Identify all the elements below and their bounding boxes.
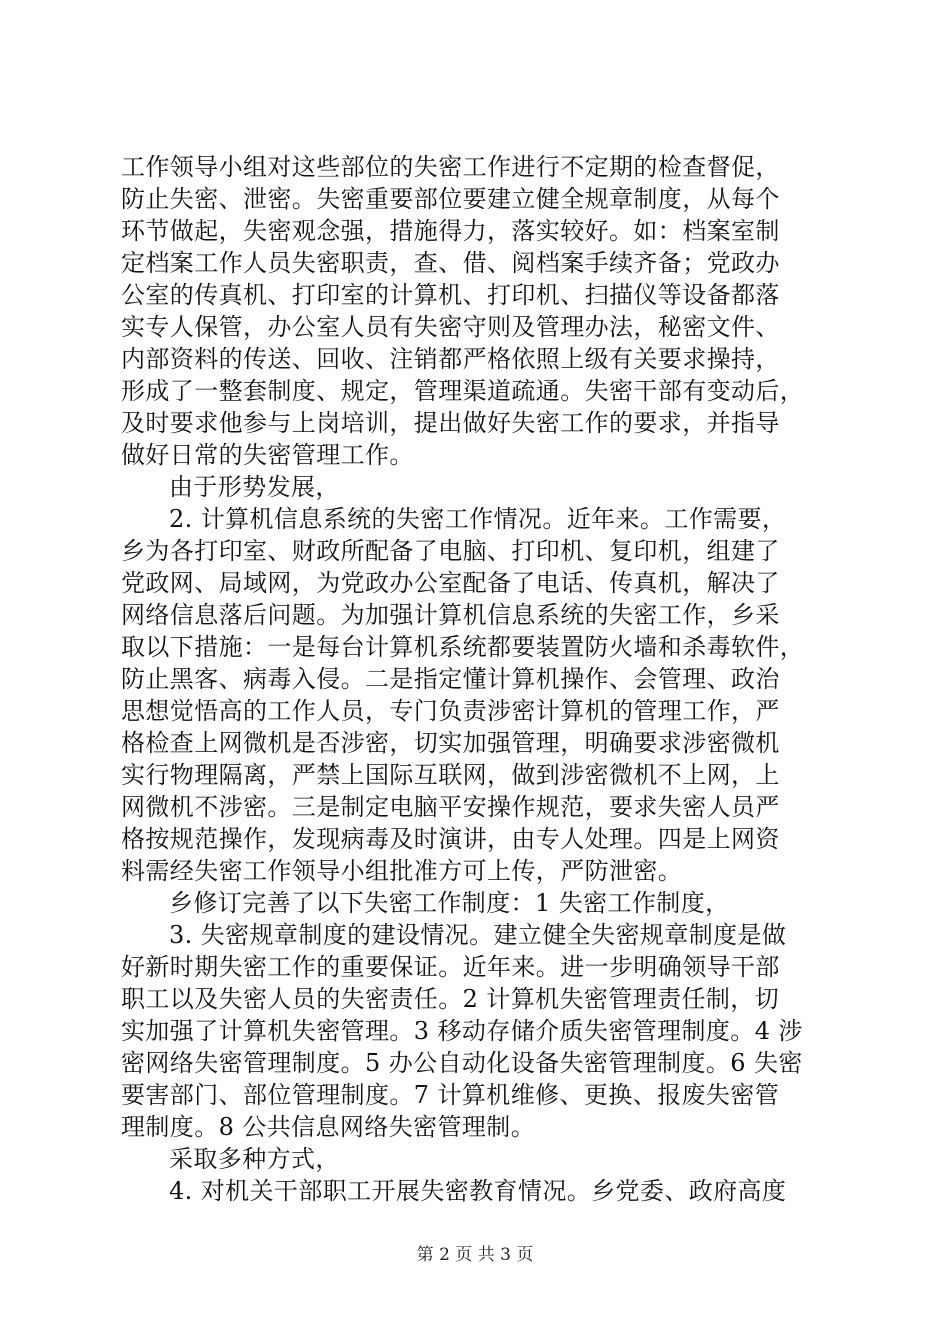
text-line: 要害部门、部位管理制度。7 计算机维修、更换、报废失密管	[121, 1081, 780, 1109]
text-line: 党政网、局域网，为党政办公室配备了电话、传真机，解决了	[121, 569, 780, 597]
body-text	[121, 151, 836, 1207]
text-line: 定档案工作人员失密职责，查、借、阅档案手续齐备；党政办	[121, 249, 780, 277]
text-line: 形成了一整套制度、规定，管理渠道疏通。失密干部有变动后，	[121, 377, 805, 405]
page-footer: 第 2 页 共 3 页	[416, 1245, 534, 1265]
text-line: 公室的传真机、打印室的计算机、打印机、扫描仪等设备都落	[121, 281, 780, 309]
text-line: 好新时期失密工作的重要保证。近年来。进一步明确领导干部	[121, 953, 780, 981]
text-line: 实加强了计算机失密管理。3 移动存储介质失密管理制度。4 涉	[121, 1017, 803, 1045]
text-line: 4. 对机关干部职工开展失密教育情况。乡党委、政府高度	[169, 1177, 787, 1205]
text-line: 密网络失密管理制度。5 办公自动化设备失密管理制度。6 失密	[121, 1049, 803, 1077]
text-line: 及时要求他参与上岗培训，提出做好失密工作的要求，并指导	[121, 409, 780, 437]
text-line: 理制度。8 公共信息网络失密管理制。	[121, 1113, 536, 1141]
text-line: 防止黑客、病毒入侵。二是指定懂计算机操作、会管理、政治	[121, 665, 780, 693]
text-line: 实专人保管，办公室人员有失密守则及管理办法，秘密文件、	[121, 313, 780, 341]
text-line: 3. 失密规章制度的建设情况。建立健全失密规章制度是做	[169, 921, 787, 949]
text-line: 网络信息落后问题。为加强计算机信息系统的失密工作，乡采	[121, 601, 780, 629]
text-line: 网微机不涉密。三是制定电脑平安操作规范，要求失密人员严	[121, 793, 780, 821]
text-line: 由于形势发展，	[169, 473, 340, 501]
text-line: 职工以及失密人员的失密责任。2 计算机失密管理责任制，切	[121, 985, 780, 1013]
text-line: 采取多种方式，	[169, 1145, 340, 1173]
text-line: 格检查上网微机是否涉密，切实加强管理，明确要求涉密微机	[121, 729, 780, 757]
text-line: 工作领导小组对这些部位的失密工作进行不定期的检查督促，	[121, 153, 780, 181]
text-line: 取以下措施：一是每台计算机系统都要装置防火墙和杀毒软件，	[121, 633, 805, 661]
text-line: 乡修订完善了以下失密工作制度：1 失密工作制度，	[169, 889, 730, 917]
text-line: 料需经失密工作领导小组批准方可上传，严防泄密。	[121, 857, 683, 885]
text-line: 2. 计算机信息系统的失密工作情况。近年来。工作需要，	[169, 505, 787, 533]
text-line: 乡为各打印室、财政所配备了电脑、打印机、复印机，组建了	[121, 537, 780, 565]
text-line: 思想觉悟高的工作人员，专门负责涉密计算机的管理工作，严	[121, 697, 780, 725]
text-line: 防止失密、泄密。失密重要部位要建立健全规章制度，从每个	[121, 185, 780, 213]
text-line: 格按规范操作，发现病毒及时演讲，由专人处理。四是上网资	[121, 825, 780, 853]
text-line: 内部资料的传送、回收、注销都严格依照上级有关要求操持，	[121, 345, 780, 373]
text-line: 做好日常的失密管理工作。	[121, 441, 414, 469]
text-line: 环节做起，失密观念强，措施得力，落实较好。如：档案室制	[121, 217, 780, 245]
text-line: 实行物理隔离，严禁上国际互联网，做到涉密微机不上网，上	[121, 761, 780, 789]
